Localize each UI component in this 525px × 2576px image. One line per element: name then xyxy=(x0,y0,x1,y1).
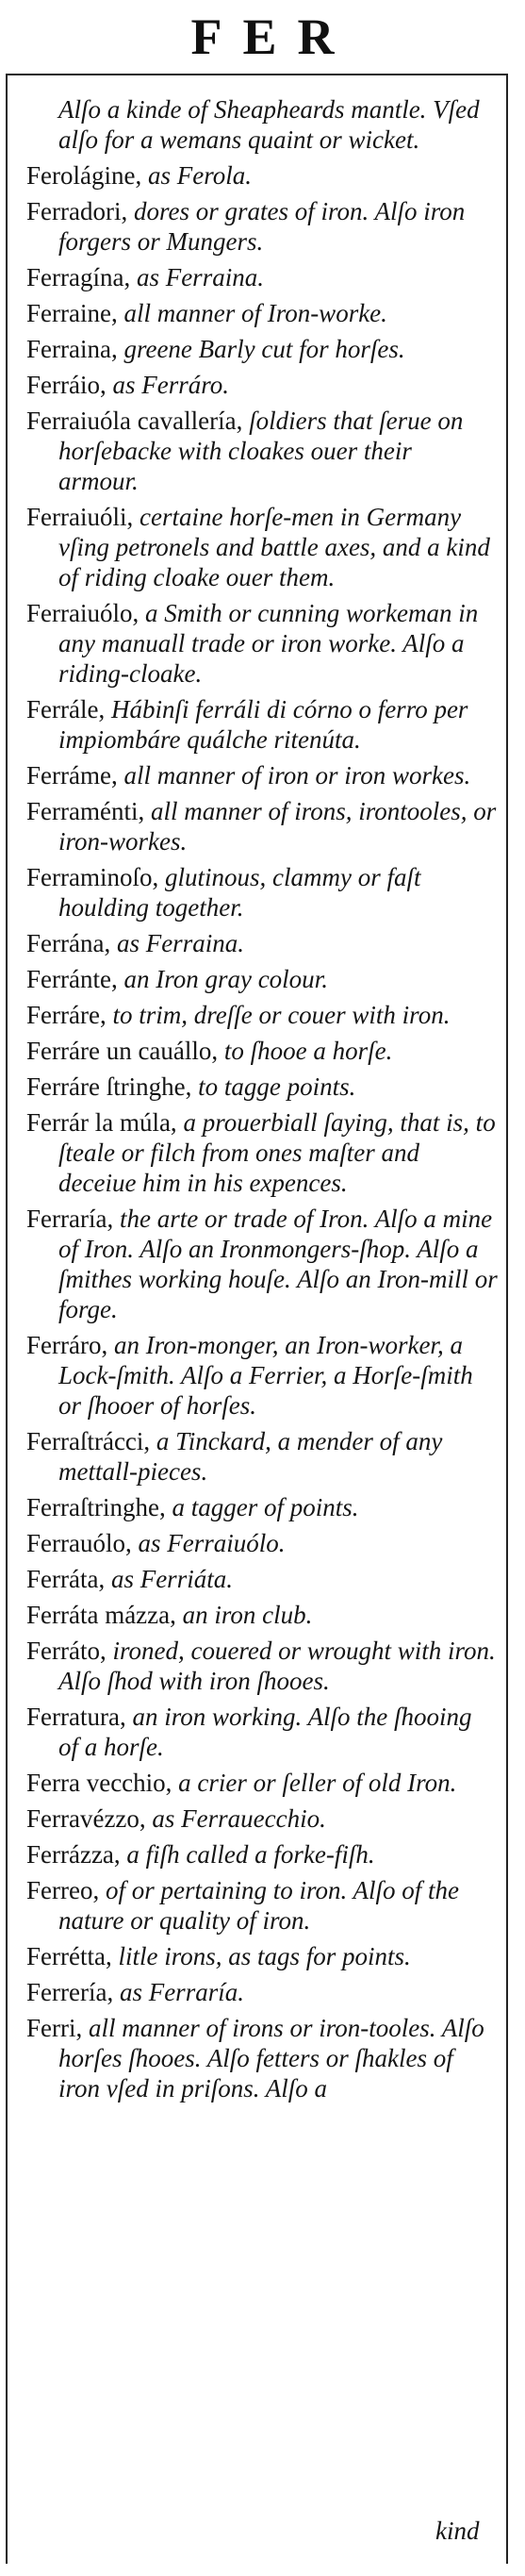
entry-headword: Ferreo, xyxy=(26,1876,100,1904)
dictionary-entry xyxy=(26,1072,498,1102)
entry-definition: as Ferraiuólo. xyxy=(131,1529,286,1557)
entry-definition: litle irons, as tags for points. xyxy=(111,1942,411,1970)
dictionary-entry xyxy=(26,1941,498,1971)
dictionary-entry xyxy=(26,796,498,856)
dictionary-entry xyxy=(26,1839,498,1870)
entry-definition: as Ferraina. xyxy=(130,263,264,291)
entry-headword: Ferra vecchio, xyxy=(26,1769,172,1797)
entry-definition: to ſhooe a horſe. xyxy=(218,1037,393,1065)
entry-definition: to tagge points. xyxy=(191,1072,356,1101)
entry-definition: a prouerbiall ſaying, that is, to ſteale or filch from ones maſter and deceiue him in his expences. xyxy=(58,1108,496,1197)
entry-headword: Ferráre un cauállo, xyxy=(26,1037,219,1065)
dictionary-entry xyxy=(26,1803,498,1834)
entry-headword: Ferratura, xyxy=(26,1703,126,1731)
entry-definition: an Iron-monger, an Iron-worker, a Lock-ſmith. Alſo a Ferrier, a Horſe-ſmith or ſhooer of horſes. xyxy=(58,1331,473,1420)
dictionary-entry xyxy=(26,1036,498,1066)
entry-headword: Ferráre ſtringhe, xyxy=(26,1072,192,1101)
entry-definition: as Ferriáta. xyxy=(105,1565,233,1593)
dictionary-entry xyxy=(26,502,498,592)
dictionary-entry xyxy=(26,334,498,364)
entry-headword: Ferráro, xyxy=(26,1331,108,1359)
entry-definition: an Iron gray colour. xyxy=(117,965,328,993)
entry-headword: Ferraine, xyxy=(26,299,118,327)
dictionary-entry xyxy=(26,1426,498,1487)
dictionary-entry xyxy=(26,160,498,191)
catchword: kind xyxy=(435,2517,480,2545)
entry-headword: Ferráme, xyxy=(26,761,118,789)
entry-headword: Ferraría, xyxy=(26,1205,114,1233)
entry-definition: as Ferola. xyxy=(141,161,252,190)
entry-definition: the arte or trade of Iron. Alſo a mine of Iron. Alſo an Ironmongers-ſhop. Alſo a ſmithes working houſe. Alſo an Iron-mill or forge. xyxy=(58,1205,498,1323)
dictionary-entry xyxy=(26,406,498,496)
dictionary-entry xyxy=(26,964,498,994)
dictionary-entry xyxy=(26,196,498,257)
entry-definition: an iron working. Alſo the ſhooing of a horſe. xyxy=(58,1703,472,1761)
entry-headword: Ferráre, xyxy=(26,1001,107,1029)
entry-headword: Ferránte, xyxy=(26,965,118,993)
dictionary-entry xyxy=(26,694,498,755)
dictionary-entry xyxy=(26,370,498,400)
dictionary-entry xyxy=(26,1107,498,1198)
dictionary-entry xyxy=(26,1875,498,1936)
entry-headword: Ferraiuóla cavallería, xyxy=(26,407,243,435)
entry-headword: Ferrería, xyxy=(26,1978,114,2006)
entry-definition: Alſo a kinde of Sheapheards mantle. Vſed alſo for a wemans quaint or wicket. xyxy=(58,95,480,154)
entry-definition: to trim, dreſſe or couer with iron. xyxy=(106,1001,451,1029)
entry-definition: glutinous, clammy or faſt houlding together. xyxy=(58,863,421,922)
header-rule xyxy=(6,74,508,75)
dictionary-entry xyxy=(26,94,498,155)
entry-headword: Ferraiuólo, xyxy=(26,599,139,627)
dictionary-entry xyxy=(26,928,498,958)
entry-headword: Ferolágine, xyxy=(26,161,142,190)
entry-headword: Ferraminoſo, xyxy=(26,863,159,891)
dictionary-entry xyxy=(26,1977,498,2007)
entry-headword: Ferrétta, xyxy=(26,1942,112,1970)
entry-definition: certaine horſe-men in Germany vſing petronels and battle axes, and a kind of riding cloake ouer them. xyxy=(58,503,490,591)
left-column-rule xyxy=(6,74,8,2564)
entry-headword: Ferrár la múla, xyxy=(26,1108,177,1137)
entry-headword: Ferrále, xyxy=(26,695,106,723)
dictionary-entry xyxy=(26,1528,498,1558)
entry-headword: Ferravézzo, xyxy=(26,1804,146,1833)
dictionary-entry xyxy=(26,1204,498,1324)
dictionary-entry xyxy=(26,1000,498,1030)
right-column-rule xyxy=(506,74,508,2564)
entry-definition: ſoldiers that ſerue on horſebacke with cloakes ouer their armour. xyxy=(58,407,464,495)
entry-headword: Ferri, xyxy=(26,2014,83,2042)
entry-definition: all manner of irons or iron-tooles. Alſo horſes ſhooes. Alſo fetters or ſhakles of iron vſed in priſons. Alſo a xyxy=(58,2014,484,2102)
entry-headword: Ferrauólo, xyxy=(26,1529,132,1557)
entry-definition: as Ferráro. xyxy=(106,371,229,399)
entry-definition: a crier or ſeller of old Iron. xyxy=(172,1769,457,1797)
dictionary-entry xyxy=(26,1768,498,1798)
dictionary-entry xyxy=(26,1600,498,1630)
entry-headword: Ferradori, xyxy=(26,197,128,225)
dictionary-entry xyxy=(26,760,498,790)
dictionary-entry xyxy=(26,1702,498,1762)
entry-headword: Ferraina, xyxy=(26,335,118,363)
entry-headword: Ferráto, xyxy=(26,1637,107,1665)
dictionary-entry xyxy=(26,1492,498,1522)
dictionary-entry xyxy=(26,1330,498,1421)
entry-definition: as Ferraría. xyxy=(113,1978,244,2006)
page-header xyxy=(0,0,525,77)
entry-headword: Ferraſtrácci, xyxy=(26,1427,151,1455)
entry-definition: all manner of Iron-worke. xyxy=(117,299,387,327)
entry-definition: as Ferrauecchio. xyxy=(145,1804,326,1833)
entry-definition: as Ferraina. xyxy=(110,929,244,957)
dictionary-entry xyxy=(26,298,498,328)
running-head: FER xyxy=(190,8,355,65)
entry-definition: all manner of iron or iron workes. xyxy=(117,761,471,789)
entry-definition: ironed, couered or wrought with iron. Alſo ſhod with iron ſhooes. xyxy=(58,1637,496,1695)
entry-definition: all manner of irons, irontooles, or iron-workes. xyxy=(58,797,497,856)
entry-definition: a Smith or cunning workeman in any manuall trade or iron worke. Alſo a riding-cloake. xyxy=(58,599,479,688)
entry-headword: Ferraménti, xyxy=(26,797,145,825)
entry-headword: Ferrána, xyxy=(26,929,111,957)
entry-definition: a Tinckard, a mender of any mettall-pieces. xyxy=(58,1427,443,1486)
entry-definition: a tagger of points. xyxy=(165,1493,359,1521)
dictionary-entry xyxy=(26,1564,498,1594)
dictionary-entry xyxy=(26,598,498,689)
entry-definition: dores or grates of iron. Alſo iron forgers or Mungers. xyxy=(58,197,466,256)
dictionary-entry xyxy=(26,2013,498,2103)
entry-definition: Hábinſi ferráli di córno o ferro per impiombáre quálche ritenúta. xyxy=(58,695,468,754)
dictionary-entry xyxy=(26,1636,498,1696)
entry-headword: Ferráio, xyxy=(26,371,107,399)
entry-definition: greene Barly cut for horſes. xyxy=(117,335,405,363)
entry-definition: an iron club. xyxy=(175,1601,313,1629)
entry-headword: Ferragína, xyxy=(26,263,131,291)
entry-definition: of or pertaining to iron. Alſo of the nature or quality of iron. xyxy=(58,1876,459,1935)
entry-headword: Ferraſtringhe, xyxy=(26,1493,166,1521)
dictionary-entry xyxy=(26,262,498,292)
dictionary-column xyxy=(26,94,498,2109)
entry-headword: Ferráta mázza, xyxy=(26,1601,176,1629)
dictionary-entry xyxy=(26,862,498,922)
entry-definition: a fiſh called a forke-fiſh. xyxy=(120,1840,375,1869)
entry-headword: Ferraiuóli, xyxy=(26,503,134,531)
entry-headword: Ferráta, xyxy=(26,1565,106,1593)
entry-headword: Ferrázza, xyxy=(26,1840,121,1869)
